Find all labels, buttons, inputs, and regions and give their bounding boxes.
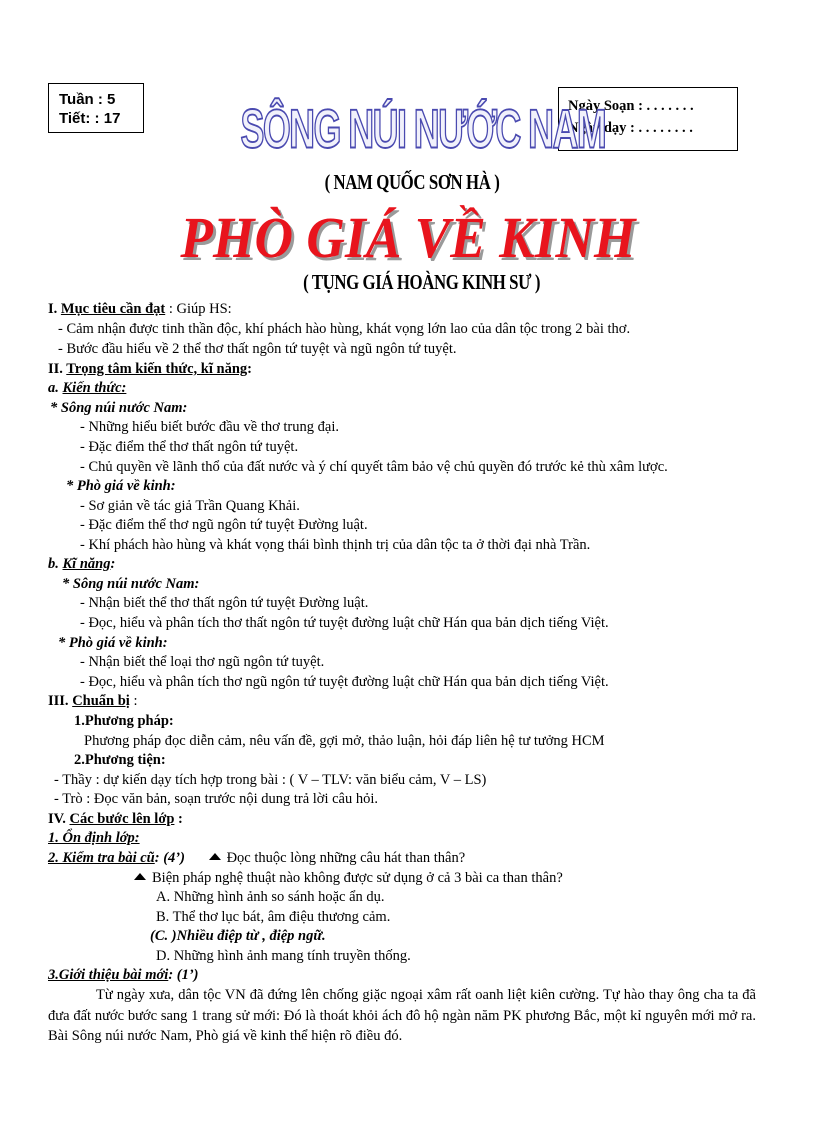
answer-option: B. Thể thơ lục bát, âm điệu thương cảm. bbox=[156, 909, 391, 925]
section1-heading: I. Mục tiêu cần đạt : Giúp HS: bbox=[48, 301, 232, 317]
method-text: Phương pháp đọc diễn cảm, nêu vấn đề, gợi mở, thảo luận, hỏi đáp liên hệ tư tưởng HCM bbox=[84, 733, 605, 749]
step3-line: 3.Giới thiệu bài mới: (1’) bbox=[48, 967, 199, 983]
skills-line: - Đọc, hiểu và phân tích thơ thất ngôn tứ tuyệt đường luật chữ Hán qua bản dịch tiếng Việt. bbox=[80, 615, 609, 631]
knowledge-poem2-title: * Phò giá về kinh: bbox=[66, 478, 176, 494]
knowledge-line: - Đặc điểm thể thơ thất ngôn tứ tuyệt. bbox=[80, 439, 299, 455]
section4-title: Các bước lên lớp bbox=[69, 811, 175, 827]
section1-line: - Cảm nhận được tinh thần độc, khí phách hào hùng, khát vọng lớn lao của dân tộc trong 2 bài thơ. bbox=[58, 321, 631, 337]
tools-line: - Trò : Đọc văn bản, soạn trước nội dung trả lời câu hỏi. bbox=[54, 791, 379, 807]
section1-line: - Bước đầu hiểu về 2 thể thơ thất ngôn tứ tuyệt và ngũ ngôn tứ tuyệt. bbox=[58, 341, 457, 357]
section1-title: Mục tiêu cần đạt bbox=[60, 301, 166, 317]
skills-line: - Nhận biết thể thơ thất ngôn tứ tuyệt Đường luật. bbox=[80, 595, 369, 611]
section2-heading: II. Trọng tâm kiến thức, kĩ năng: bbox=[48, 361, 252, 377]
intro-paragraph: Từ ngày xưa, dân tộc VN đã đứng lên chống giặc ngoại xâm rất oanh liệt kiên cường. Tự hào thay ông cha ta đã đưa đất nước bước sang 1 trang sử mới: Đó là thoát khỏi ách đô hộ ngàn năm PK phương Bắc, một kỉ nguyên mới mở ra. Bài Sông núi nước Nam, Phò giá về kinh thể hiện rõ điều đó. bbox=[48, 987, 756, 1044]
step2-line: 2. Kiểm tra bài cũ: (4’) Đọc thuộc lòng những câu hát than thân? bbox=[48, 850, 466, 866]
skills-line: - Đọc, hiểu và phân tích thơ ngũ ngôn tứ tuyệt đường luật chữ Hán qua bản dịch tiếng Việt. bbox=[80, 674, 609, 690]
tools-line: - Thầy : dự kiến dạy tích hợp trong bài : ( V – TLV: văn biểu cảm, V – LS) bbox=[54, 772, 487, 788]
knowledge-poem1-title: * Sông núi nước Nam: bbox=[50, 400, 188, 416]
answer-option: A. Những hình ảnh so sánh hoặc ẩn dụ. bbox=[156, 889, 385, 905]
triangle-bullet-icon bbox=[134, 873, 146, 880]
question-2-line bbox=[134, 869, 563, 888]
knowledge-line: - Chủ quyền về lãnh thổ của đất nước và ý chí quyết tâm bảo vệ chủ quyền đó trước kẻ thù xâm lược. bbox=[80, 459, 668, 475]
skills-heading: b. Kĩ năng: bbox=[48, 556, 116, 572]
knowledge-line: - Sơ giản về tác giả Trần Quang Khải. bbox=[80, 498, 300, 514]
skills-poem2-title: * Phò giá về kinh: bbox=[58, 635, 168, 651]
section3-heading: III. Chuẩn bị : bbox=[48, 693, 138, 709]
section2-title: Trọng tâm kiến thức, kĩ năng bbox=[66, 361, 248, 377]
knowledge-line: - Khí phách hào hùng và khát vọng thái bình thịnh trị của dân tộc ta ở thời đại nhà Trần. bbox=[80, 537, 591, 553]
teach-date: Ngày dạy : . . . . . . . . bbox=[568, 120, 693, 136]
section4-heading: IV. Các bước lên lớp : bbox=[48, 811, 183, 827]
step1-heading: 1. Ổn định lớp: bbox=[48, 830, 140, 846]
poem1-title: SÔNG NÚI NƯỚC NAM bbox=[240, 98, 606, 160]
knowledge-line: - Những hiểu biết bước đầu về thơ trung đại. bbox=[80, 419, 339, 435]
skills-poem1-title: * Sông núi nước Nam: bbox=[62, 576, 200, 592]
prep-date: Ngày Soạn : . . . . . . . bbox=[568, 98, 694, 114]
method-title: 1.Phương pháp: bbox=[74, 713, 174, 729]
answer-option-correct: (C. )Nhiều điệp từ , điệp ngữ. bbox=[150, 928, 326, 944]
knowledge-line: - Đặc điểm thể thơ ngũ ngôn tứ tuyệt Đường luật. bbox=[80, 517, 368, 533]
triangle-bullet-icon bbox=[209, 853, 221, 860]
step2-heading: 2. Kiểm tra bài cũ bbox=[48, 850, 155, 866]
week-label: Tuần : 5 bbox=[59, 91, 116, 108]
poem2-subtitle: ( TỤNG GIÁ HOÀNG KINH SƯ ) bbox=[303, 270, 541, 294]
question-2: Biện pháp nghệ thuật nào không được sử dụng ở cả 3 bài ca than thân? bbox=[152, 870, 563, 886]
question-1: Đọc thuộc lòng những câu hát than thân? bbox=[226, 850, 466, 866]
step3-heading: 3.Giới thiệu bài mới bbox=[48, 967, 169, 983]
knowledge-heading: a. Kiến thức: bbox=[48, 380, 127, 396]
poem1-subtitle: ( NAM QUỐC SƠN HÀ ) bbox=[324, 170, 500, 194]
answer-option: D. Những hình ảnh mang tính truyền thống. bbox=[156, 948, 411, 964]
period-label: Tiết: : 17 bbox=[59, 110, 121, 127]
section3-title: Chuẩn bị bbox=[72, 693, 130, 709]
skills-line: - Nhận biết thể loại thơ ngũ ngôn tứ tuyệt. bbox=[80, 654, 325, 670]
poem2-title: PHÒ GIÁ VỀ KINH bbox=[180, 205, 636, 270]
tools-title: 2.Phương tiện: bbox=[74, 752, 166, 768]
